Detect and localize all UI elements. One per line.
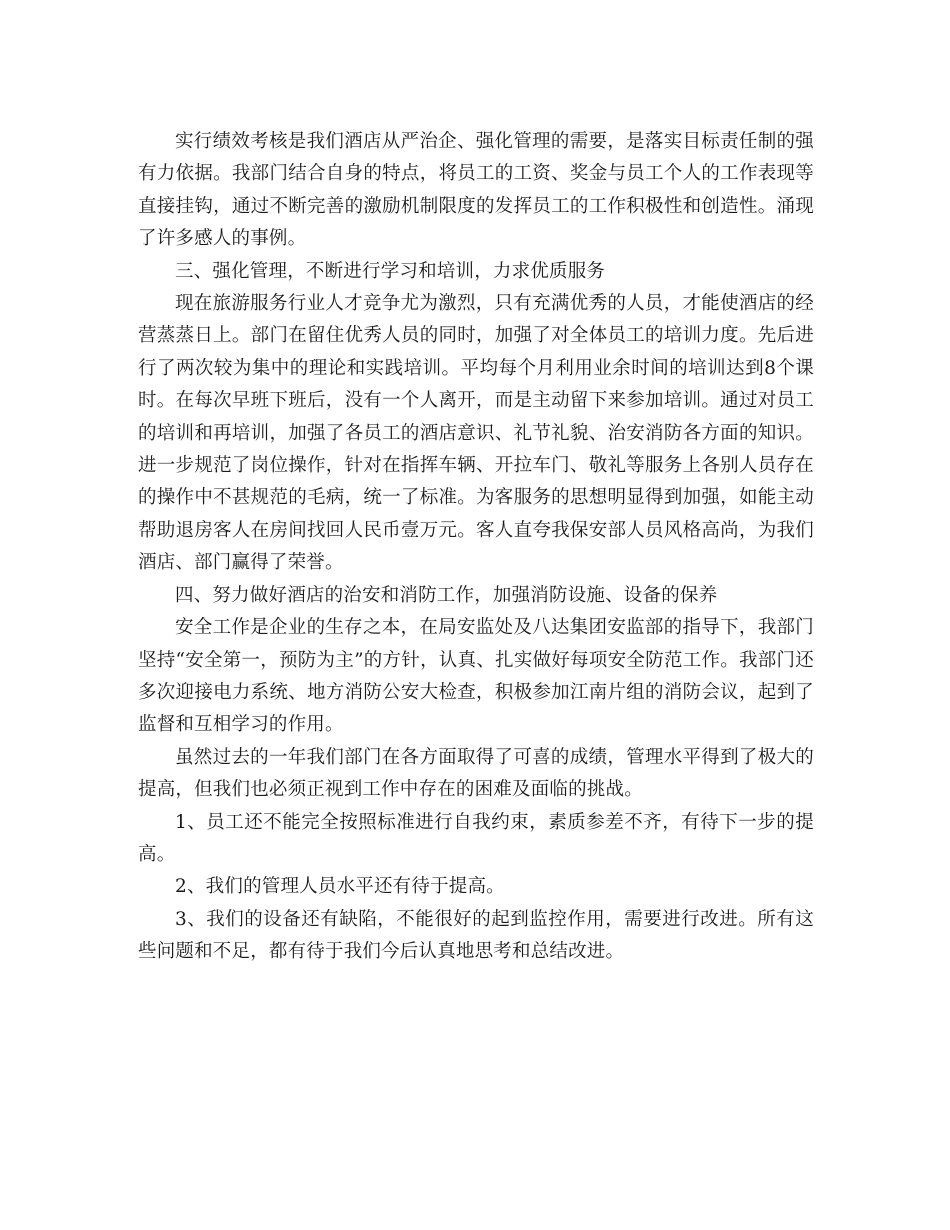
list-item-issue-2: 2、我们的管理人员水平还有待于提高。 (175, 876, 505, 898)
section-heading-security-fire: 四、努力做好酒店的治安和消防工作，加强消防设施、设备的保养 (175, 584, 718, 606)
list-item-issue-3: 3、我们的设备还有缺陷，不能很好的起到监控作用，需要进行改进。所有这些问题和不足，都有待于我们今后认真地思考和总结改进。 (138, 908, 814, 963)
document-body (138, 126, 814, 969)
paragraph-safety-work: 安全工作是企业的生存之本，在局安监处及八达集团安监部的指导下，我部门坚持“安全第一，预防为主”的方针，认真、扎实做好每项安全防范工作。我部门还多次迎接电力系统、地方消防公安大检查，积极参加江南片组的消防会议，起到了监督和互相学习的作用。 (138, 617, 814, 736)
paragraph-performance-appraisal: 实行绩效考核是我们酒店从严治企、强化管理的需要，是落实目标责任制的强有力依据。我部门结合自身的特点，将员工的工资、奖金与员工个人的工作表现等直接挂钩，通过不断完善的激励机制限度的发挥员工的工作积极性和创造性。涌现了许多感人的事例。 (138, 131, 814, 250)
list-item-issue-1: 1、员工还不能完全按照标准进行自我约束，素质参差不齐，有待下一步的提高。 (138, 811, 814, 865)
paragraph-training: 现在旅游服务行业人才竞争尤为激烈，只有充满优秀的人员，才能使酒店的经营蒸蒸日上。部门在留住优秀人员的同时，加强了对全体员工的培训力度。先后进行了两次较为集中的理论和实践培训。平均每个月利用业余时间的培训达到8个课时。在每次早班下班后，没有一个人离开，而是主动留下来参加培训。通过对员工的培训和再培训，加强了各员工的酒店意识、礼节礼貌、治安消防各方面的知识。进一步规范了岗位操作，针对在指挥车辆、开拉车门、敬礼等服务上各别人员存在的操作中不甚规范的毛病，统一了标准。为客服务的思想明显得到加强，如能主动帮助退房客人在房间找回人民币壹万元。客人直夸我保安部人员风格高尚，为我们酒店、部门赢得了荣誉。 (138, 293, 814, 574)
paragraph-challenges-intro: 虽然过去的一年我们部门在各方面取得了可喜的成绩，管理水平得到了极大的提高，但我们也必须正视到工作中存在的困难及面临的挑战。 (138, 746, 814, 801)
section-heading-training: 三、强化管理，不断进行学习和培训，力求优质服务 (175, 260, 606, 282)
